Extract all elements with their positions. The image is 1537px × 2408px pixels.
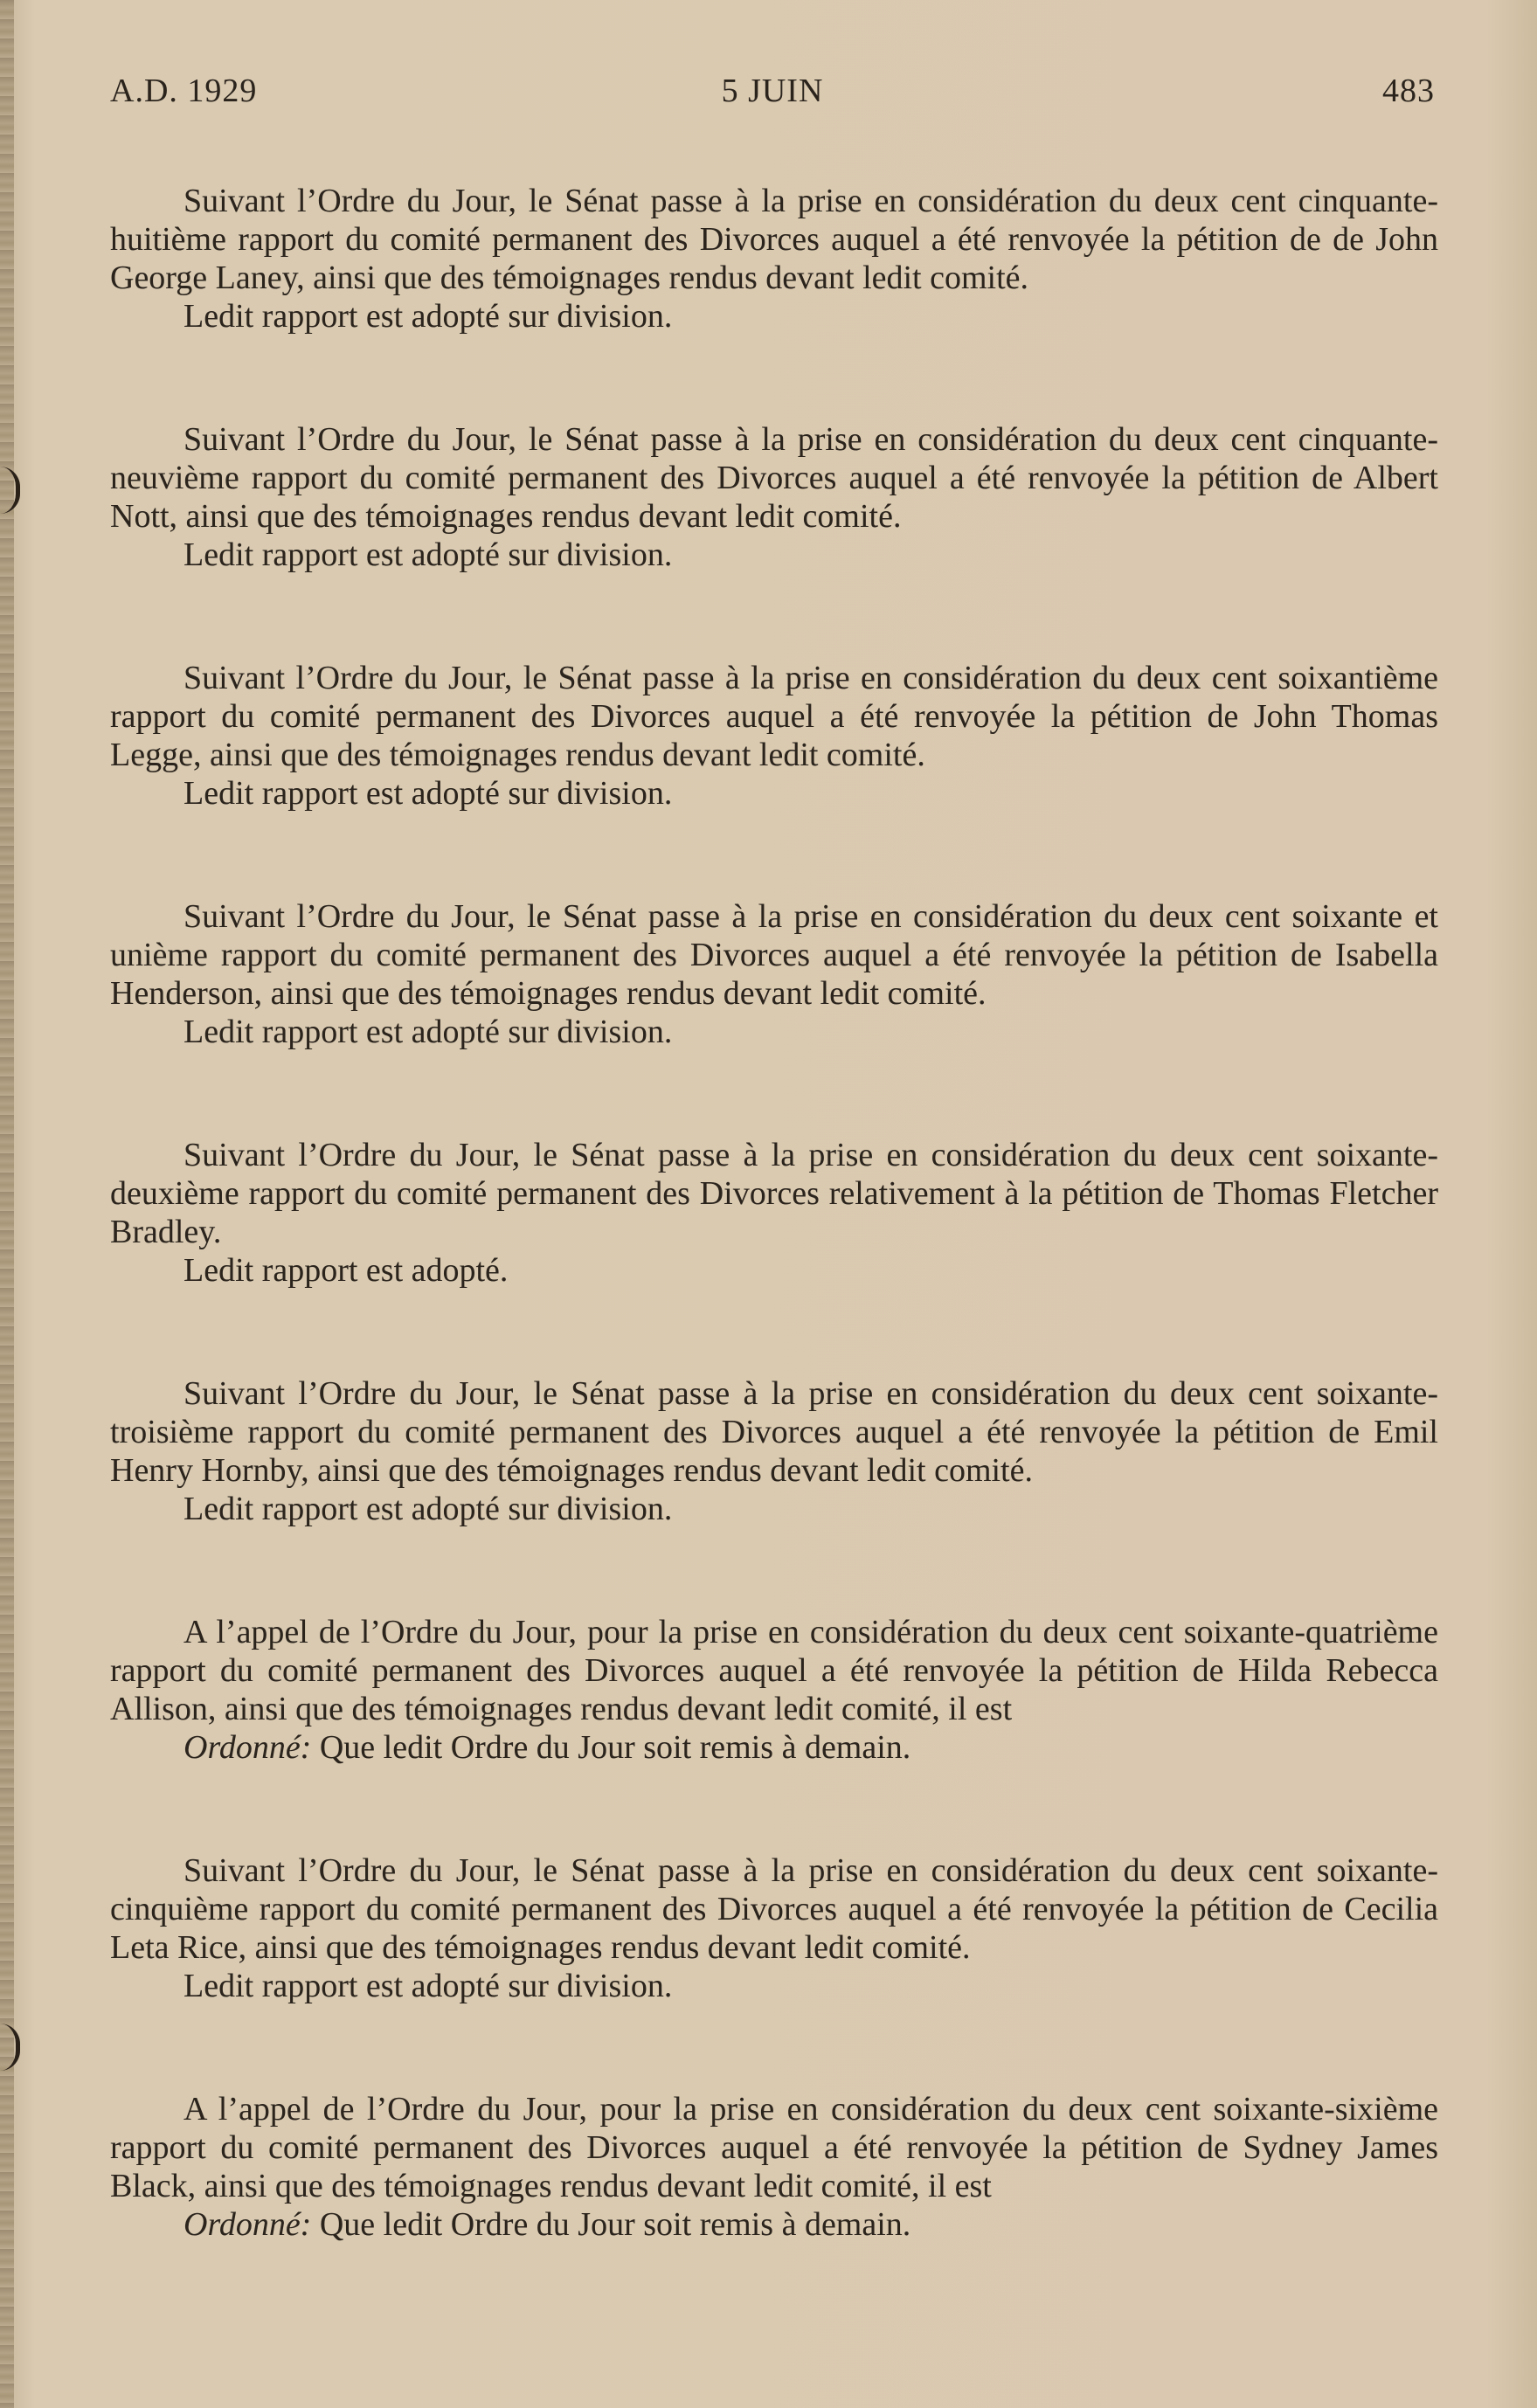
result-text: Ledit rapport est adopté sur division.	[183, 298, 673, 335]
entry-result	[110, 774, 1438, 813]
entry	[110, 1136, 1438, 1290]
result-text: Que ledit Ordre du Jour soit remis à demain.	[319, 1729, 911, 1766]
entry-text: Suivant l’Ordre du Jour, le Sénat passe à la prise en considération du deux cent soixante-troisième rapport du comité permanent des Divorces auquel a été renvoyée la pétition de Emil Henry Hornby, ainsi que des témoignages rendus devant ledit comité.	[110, 1375, 1438, 1489]
entry-text: Suivant l’Ordre du Jour, le Sénat passe à la prise en considération du deux cent cinquante-huitième rapport du comité permanent des Divorces auquel a été renvoyée la pétition de de John George Laney, ainsi que des témoignages rendus devant ledit comité.	[110, 183, 1438, 296]
entry	[110, 420, 1438, 574]
entry-text: A l’appel de l’Ordre du Jour, pour la prise en considération du deux cent soixante-sixième rapport du comité permanent des Divorces auquel a été renvoyée la pétition de Sydney James Black, ainsi que des témoignages rendus devant ledit comité, il est	[110, 2091, 1438, 2204]
result-label: Ordonné:	[183, 1729, 312, 1766]
result-text: Que ledit Ordre du Jour soit remis à demain.	[319, 2206, 911, 2243]
entry-text: Suivant l’Ordre du Jour, le Sénat passe à la prise en considération du deux cent soixante-deuxième rapport du comité permanent des Divorces relativement à la pétition de Thomas Fletcher Bradley.	[110, 1137, 1438, 1250]
entry	[110, 659, 1438, 813]
result-label: Ordonné:	[183, 2206, 312, 2243]
result-text: Ledit rapport est adopté sur division.	[183, 775, 673, 812]
document-body	[110, 182, 1438, 2328]
entry	[110, 1851, 1438, 2005]
entry	[110, 1374, 1438, 1528]
entry	[110, 182, 1438, 336]
result-text: Ledit rapport est adopté sur division.	[183, 1014, 673, 1050]
entry-text: Suivant l’Ordre du Jour, le Sénat passe à la prise en considération du deux cent soixantième rapport du comité permanent des Divorces auquel a été renvoyée la pétition de John Thomas Legge, ainsi que des témoignages rendus devant ledit comité.	[110, 660, 1438, 773]
margin-bracket-mark	[0, 467, 20, 514]
entry-result	[110, 1490, 1438, 1528]
header-date: 5 JUIN	[721, 73, 824, 109]
margin-bracket-mark	[0, 2024, 20, 2071]
entry-result	[110, 1728, 1438, 1767]
entry	[110, 1613, 1438, 1767]
page-number: 483	[1382, 73, 1435, 109]
page-header	[110, 72, 1435, 124]
result-text: Ledit rapport est adopté sur division.	[183, 1491, 673, 1527]
result-text: Ledit rapport est adopté.	[183, 1252, 509, 1289]
entry-text: Suivant l’Ordre du Jour, le Sénat passe à la prise en considération du deux cent soixante-cinquième rapport du comité permanent des Divorces auquel a été renvoyée la pétition de Cecilia Leta Rice, ainsi que des témoignages rendus devant ledit comité.	[110, 1852, 1438, 1966]
result-text: Ledit rapport est adopté sur division.	[183, 536, 673, 573]
entry-result	[110, 1013, 1438, 1051]
entry	[110, 2090, 1438, 2244]
entry-text: Suivant l’Ordre du Jour, le Sénat passe à la prise en considération du deux cent soixante et unième rapport du comité permanent des Divorces auquel a été renvoyée la pétition de Isabella Henderson, ainsi que des témoignages rendus devant ledit comité.	[110, 898, 1438, 1012]
result-text: Ledit rapport est adopté sur division.	[183, 1968, 673, 2004]
entry-result	[110, 1967, 1438, 2005]
entry-text: Suivant l’Ordre du Jour, le Sénat passe à la prise en considération du deux cent cinquante-neuvième rapport du comité permanent des Divorces auquel a été renvoyée la pétition de Albert Nott, ainsi que des témoignages rendus devant ledit comité.	[110, 421, 1438, 535]
entry-result	[110, 1251, 1438, 1290]
entry-result	[110, 297, 1438, 336]
header-year: A.D. 1929	[110, 73, 258, 109]
entry-result	[110, 2205, 1438, 2244]
entry-text: A l’appel de l’Ordre du Jour, pour la prise en considération du deux cent soixante-quatrième rapport du comité permanent des Divorces auquel a été renvoyée la pétition de Hilda Rebecca Allison, ainsi que des témoignages rendus devant ledit comité, il est	[110, 1614, 1438, 1727]
entry	[110, 897, 1438, 1051]
entry-result	[110, 536, 1438, 574]
